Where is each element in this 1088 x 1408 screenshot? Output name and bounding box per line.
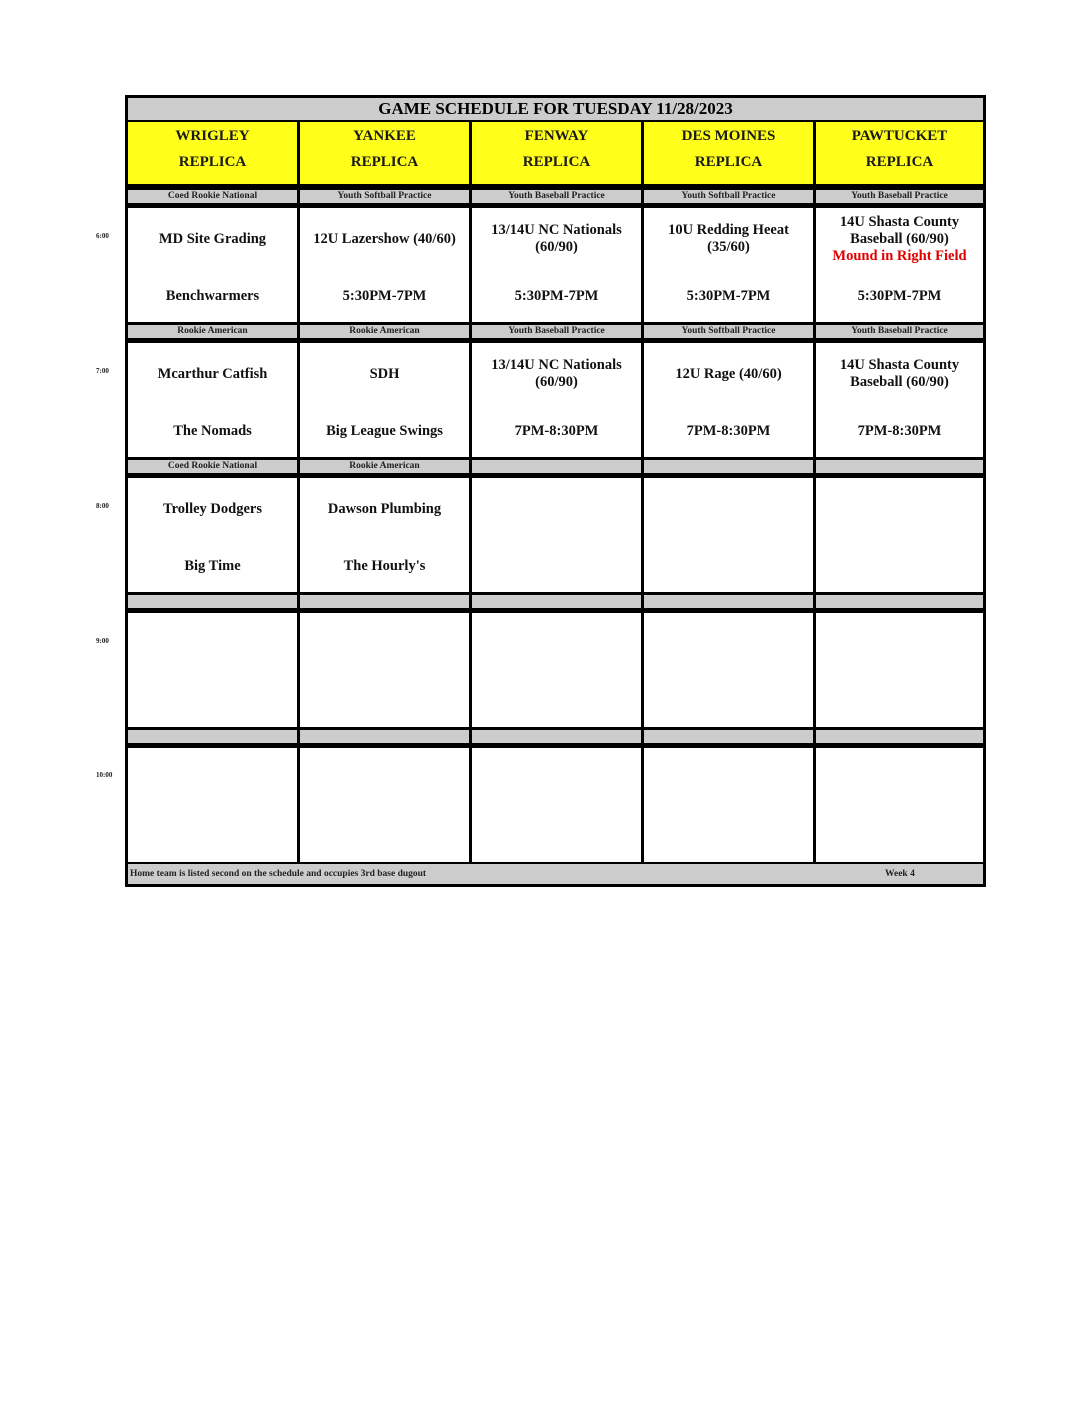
time-label: 7:00 bbox=[96, 367, 109, 375]
team-or-time: The Nomads bbox=[173, 423, 252, 439]
schedule-cell bbox=[128, 343, 297, 457]
division-label: Youth Softball Practice bbox=[300, 190, 469, 203]
schedule-cell bbox=[300, 613, 469, 727]
schedule-cell bbox=[472, 748, 641, 862]
division-label bbox=[300, 730, 469, 743]
cell-top bbox=[646, 748, 811, 810]
team-or-time: 5:30PM-7PM bbox=[857, 288, 942, 304]
team-or-time: Big Time bbox=[184, 558, 241, 574]
schedule-cell bbox=[816, 748, 983, 862]
team-or-event: 14U Shasta County Baseball (60/90) bbox=[839, 357, 960, 390]
schedule-cell bbox=[472, 208, 641, 322]
division-label: Rookie American bbox=[300, 325, 469, 338]
team-or-event: 13/14U NC Nationals (60/90) bbox=[491, 357, 622, 390]
cell-top bbox=[818, 613, 981, 675]
team-or-event: Mcarthur Catfish bbox=[157, 365, 268, 382]
schedule-cell bbox=[300, 343, 469, 457]
team-or-event: MD Site Grading bbox=[158, 230, 267, 247]
schedule-cell bbox=[644, 478, 813, 592]
team-or-time: The Hourly's bbox=[343, 558, 426, 574]
team-or-event: SDH bbox=[369, 365, 400, 382]
time-label: 6:00 bbox=[96, 232, 109, 240]
division-label bbox=[472, 460, 641, 473]
division-label bbox=[644, 595, 813, 608]
schedule-cell bbox=[644, 748, 813, 862]
division-label bbox=[128, 730, 297, 743]
cell-top bbox=[818, 748, 981, 810]
division-label: Youth Softball Practice bbox=[644, 190, 813, 203]
venue-header bbox=[816, 122, 983, 184]
schedule-cell bbox=[128, 478, 297, 592]
division-label: Youth Baseball Practice bbox=[472, 190, 641, 203]
schedule-title: GAME SCHEDULE FOR TUESDAY 11/28/2023 bbox=[128, 98, 983, 120]
venue-name: YANKEE bbox=[353, 128, 416, 144]
cell-top bbox=[302, 478, 467, 540]
team-or-event: 10U Redding Heeat (35/60) bbox=[668, 222, 789, 255]
division-label: Youth Baseball Practice bbox=[816, 190, 983, 203]
schedule-cell bbox=[816, 208, 983, 322]
schedule-cell bbox=[644, 208, 813, 322]
venue-name: PAWTUCKET bbox=[851, 128, 948, 144]
venue-name: WRIGLEY bbox=[175, 128, 250, 144]
week-label: Week 4 bbox=[885, 869, 915, 879]
schedule-cell bbox=[300, 478, 469, 592]
division-label bbox=[644, 730, 813, 743]
division-label bbox=[300, 595, 469, 608]
division-label bbox=[128, 595, 297, 608]
cell-top bbox=[130, 478, 295, 540]
team-or-time: 5:30PM-7PM bbox=[514, 288, 599, 304]
venue-subtitle: REPLICA bbox=[350, 154, 419, 170]
team-or-time: 5:30PM-7PM bbox=[686, 288, 771, 304]
venue-name: DES MOINES bbox=[681, 128, 776, 144]
cell-top bbox=[474, 748, 639, 810]
cell-top bbox=[474, 613, 639, 675]
division-label bbox=[644, 460, 813, 473]
cell-top bbox=[130, 748, 295, 810]
team-or-time: 7PM-8:30PM bbox=[857, 423, 942, 439]
venue-header bbox=[300, 122, 469, 184]
team-or-time: 7PM-8:30PM bbox=[514, 423, 599, 439]
venue-header bbox=[644, 122, 813, 184]
division-label: Youth Baseball Practice bbox=[472, 325, 641, 338]
division-label bbox=[816, 730, 983, 743]
venue-header bbox=[128, 122, 297, 184]
cell-top bbox=[646, 343, 811, 405]
team-or-time: 5:30PM-7PM bbox=[342, 288, 427, 304]
time-label: 9:00 bbox=[96, 637, 109, 645]
division-label: Rookie American bbox=[300, 460, 469, 473]
schedule-cell bbox=[472, 343, 641, 457]
schedule-cell bbox=[300, 748, 469, 862]
time-label: 10:00 bbox=[96, 771, 113, 779]
division-label: Coed Rookie National bbox=[128, 190, 297, 203]
division-label: Rookie American bbox=[128, 325, 297, 338]
cell-top bbox=[474, 478, 639, 540]
division-label bbox=[472, 595, 641, 608]
cell-top bbox=[302, 343, 467, 405]
cell-top bbox=[130, 208, 295, 270]
schedule-cell bbox=[644, 343, 813, 457]
cell-top bbox=[130, 613, 295, 675]
team-or-time: Big League Swings bbox=[326, 423, 443, 439]
cell-top bbox=[302, 748, 467, 810]
cell-top bbox=[474, 343, 639, 405]
team-or-event: 13/14U NC Nationals (60/90) bbox=[491, 222, 622, 255]
schedule-cell bbox=[644, 613, 813, 727]
team-or-time: 7PM-8:30PM bbox=[686, 423, 771, 439]
time-label: 8:00 bbox=[96, 502, 109, 510]
schedule-cell bbox=[816, 343, 983, 457]
cell-top bbox=[818, 343, 981, 405]
venue-subtitle: REPLICA bbox=[865, 154, 934, 170]
schedule-cell bbox=[128, 748, 297, 862]
cell-top bbox=[646, 613, 811, 675]
venue-name: FENWAY bbox=[524, 128, 589, 144]
cell-top bbox=[818, 478, 981, 540]
schedule-cell bbox=[472, 478, 641, 592]
schedule-cell bbox=[816, 613, 983, 727]
venue-header bbox=[472, 122, 641, 184]
division-label bbox=[816, 460, 983, 473]
division-label bbox=[816, 595, 983, 608]
team-or-event: 12U Lazershow (40/60) bbox=[313, 230, 456, 247]
division-label: Youth Softball Practice bbox=[644, 325, 813, 338]
schedule-cell bbox=[300, 208, 469, 322]
cell-top bbox=[818, 208, 981, 270]
venue-subtitle: REPLICA bbox=[522, 154, 591, 170]
division-label: Youth Baseball Practice bbox=[816, 325, 983, 338]
venue-subtitle: REPLICA bbox=[178, 154, 247, 170]
cell-top bbox=[302, 208, 467, 270]
cell-top bbox=[130, 343, 295, 405]
footer-note: Home team is listed second on the schedule and occupies 3rd base dugout bbox=[130, 869, 427, 879]
cell-top bbox=[646, 208, 811, 270]
cell-top bbox=[474, 208, 639, 270]
cell-top bbox=[302, 613, 467, 675]
division-label: Coed Rookie National bbox=[128, 460, 297, 473]
schedule-table bbox=[125, 95, 986, 887]
team-or-event: Dawson Plumbing bbox=[327, 500, 442, 517]
cell-top bbox=[646, 478, 811, 540]
schedule-cell bbox=[128, 613, 297, 727]
schedule-cell bbox=[472, 613, 641, 727]
schedule-cell bbox=[128, 208, 297, 322]
footer-bar bbox=[128, 864, 983, 884]
team-or-event: 12U Rage (40/60) bbox=[675, 365, 782, 382]
division-label bbox=[472, 730, 641, 743]
schedule-cell bbox=[816, 478, 983, 592]
team-or-event: 14U Shasta County Baseball (60/90) bbox=[839, 213, 960, 247]
team-or-time: Benchwarmers bbox=[165, 288, 260, 304]
field-note: Mound in Right Field bbox=[832, 247, 967, 264]
team-or-event: Trolley Dodgers bbox=[163, 500, 262, 517]
venue-subtitle: REPLICA bbox=[694, 154, 763, 170]
